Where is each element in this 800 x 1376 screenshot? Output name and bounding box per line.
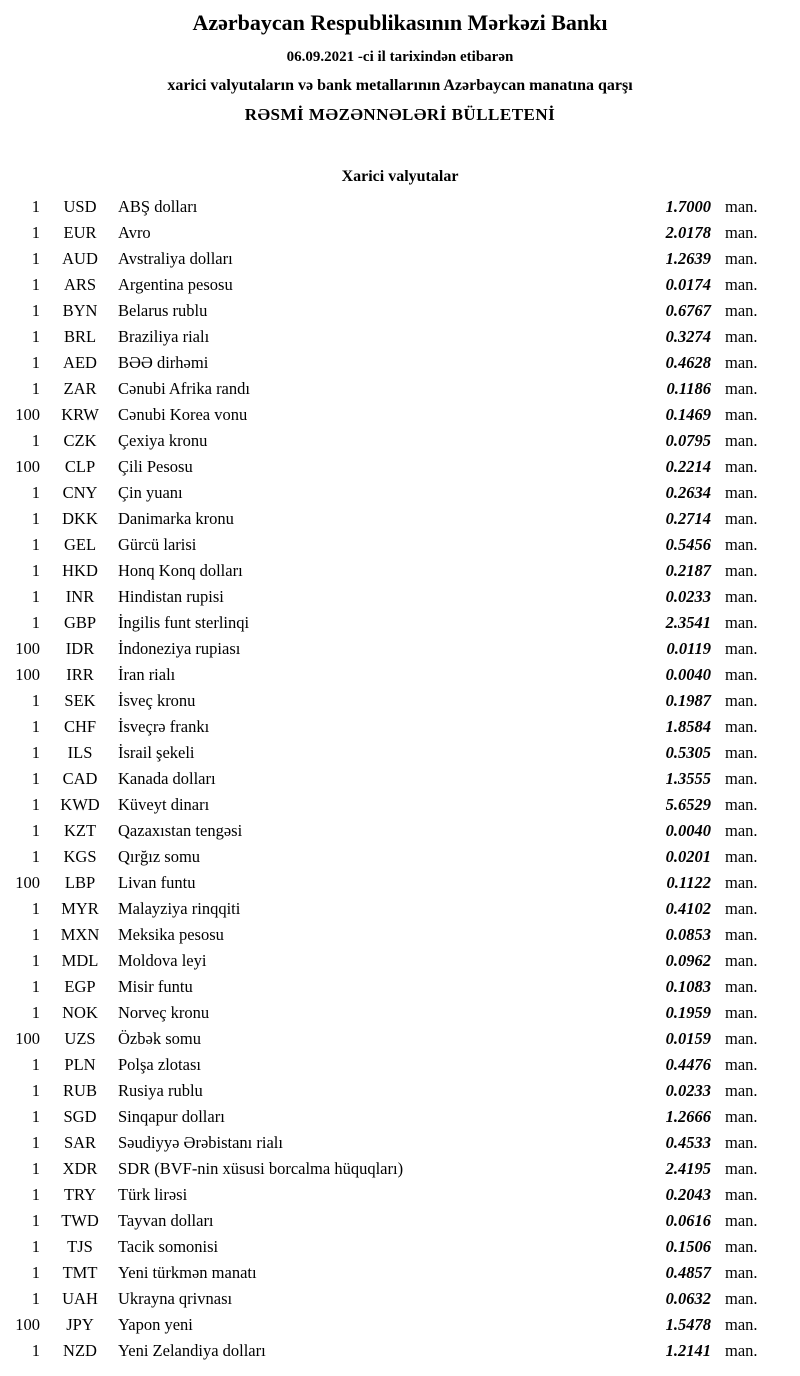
currency-name: Tayvan dolları [118,1211,214,1230]
rate-row [0,402,800,428]
rate-value: 0.2634 [665,483,711,502]
rate-unit: man. [725,743,758,762]
rate-value: 0.1186 [666,379,711,398]
rate-value: 0.4857 [665,1263,711,1282]
rate-quantity: 1 [31,1211,40,1230]
currency-name: Belarus rublu [118,301,208,320]
rate-row [0,766,800,792]
currency-code: DKK [62,509,98,528]
rate-value: 0.4102 [665,899,711,918]
rate-row [0,428,800,454]
rate-unit: man. [725,535,758,554]
currency-code: TWD [61,1211,99,1230]
currency-code: ZAR [63,379,97,398]
rate-value: 0.0159 [665,1029,711,1048]
rate-quantity: 1 [31,223,40,242]
rate-row [0,194,800,220]
currency-name: Qırğız somu [118,847,201,866]
rate-row [0,1260,800,1286]
bank-title: Azərbaycan Respublikasının Mərkəzi Bankı [192,10,608,35]
currency-name: Misir funtu [118,977,193,996]
rate-value: 0.0962 [665,951,711,970]
currency-code: CZK [63,431,97,450]
rate-quantity: 1 [31,1081,40,1100]
rate-row [0,558,800,584]
rate-value: 0.1506 [665,1237,711,1256]
rate-value: 1.8584 [665,717,711,736]
currency-name: Norveç kronu [118,1003,210,1022]
rate-quantity: 1 [31,1289,40,1308]
rate-quantity: 1 [31,483,40,502]
rate-unit: man. [725,1003,758,1022]
currency-code: GEL [63,535,97,554]
rate-quantity: 100 [15,873,40,892]
rate-quantity: 1 [31,301,40,320]
rate-unit: man. [725,1107,758,1126]
rate-quantity: 1 [31,613,40,632]
rate-quantity: 1 [31,587,40,606]
rate-row [0,922,800,948]
rate-value: 0.0040 [665,821,711,840]
rate-row [0,1286,800,1312]
rate-quantity: 1 [31,1107,40,1126]
rate-row [0,1078,800,1104]
rate-value: 0.1959 [665,1003,711,1022]
rate-unit: man. [725,1081,758,1100]
rate-unit: man. [725,509,758,528]
rate-value: 0.0233 [665,1081,711,1100]
rate-value: 0.1122 [666,873,711,892]
rate-quantity: 1 [31,327,40,346]
rate-value: 0.3274 [665,327,711,346]
currency-code: XDR [62,1159,98,1178]
rate-row [0,324,800,350]
rate-value: 1.2639 [665,249,711,268]
rate-quantity: 1 [31,1003,40,1022]
rate-unit: man. [725,613,758,632]
rate-value: 2.4195 [665,1159,711,1178]
rate-quantity: 1 [31,795,40,814]
rate-value: 1.2141 [665,1341,711,1360]
rate-unit: man. [725,1315,758,1334]
rate-unit: man. [725,977,758,996]
rate-quantity: 1 [31,1341,40,1360]
rate-unit: man. [725,1029,758,1048]
rate-value: 0.4533 [665,1133,711,1152]
rate-value: 0.1083 [665,977,711,996]
rate-quantity: 1 [31,977,40,996]
rate-row [0,870,800,896]
rate-value: 0.2043 [665,1185,711,1204]
currency-code: UAH [62,1289,98,1308]
currency-code: ILS [67,743,93,762]
rate-row [0,584,800,610]
currency-name: Çexiya kronu [118,431,208,450]
currency-name: Rusiya rublu [118,1081,203,1100]
rate-row [0,662,800,688]
rate-quantity: 1 [31,561,40,580]
currency-code: IDR [65,639,95,658]
rate-row [0,714,800,740]
rate-quantity: 1 [31,925,40,944]
rate-row [0,1104,800,1130]
rate-row [0,974,800,1000]
rate-row [0,1130,800,1156]
currency-name: Çin yuanı [118,483,183,502]
rate-value: 2.3541 [665,613,711,632]
currency-code: UZS [64,1029,96,1048]
bulletin-subtitle: xarici valyutaların və bank metallarının Azərbaycan manatına qarşı [167,77,633,94]
currency-code: AED [63,353,97,372]
currency-name: Qazaxıstan tengəsi [118,821,243,840]
rate-quantity: 1 [31,847,40,866]
rate-value: 0.0119 [666,639,711,658]
effective-date-line: 06.09.2021 -ci il tarixindən etibarən [286,49,514,65]
rate-unit: man. [725,639,758,658]
rate-unit: man. [725,457,758,476]
rate-quantity: 1 [31,1055,40,1074]
currency-name: Yeni türkmən manatı [118,1263,257,1282]
currency-code: KRW [61,405,99,424]
currency-name: Səudiyyə Ərəbistanı rialı [118,1133,283,1152]
rate-quantity: 1 [31,1159,40,1178]
rate-row [0,298,800,324]
currency-name: Polşa zlotası [118,1055,201,1074]
currency-code: MDL [61,951,99,970]
currency-code: CAD [62,769,98,788]
rate-value: 0.0174 [665,275,711,294]
currency-code: KGS [63,847,97,866]
rate-row [0,844,800,870]
currency-name: İsrail şekeli [118,743,195,762]
currency-code: ARS [63,275,97,294]
currency-code: MXN [60,925,100,944]
rate-unit: man. [725,301,758,320]
rate-row [0,610,800,636]
rate-quantity: 1 [31,197,40,216]
rate-row [0,350,800,376]
rate-unit: man. [725,327,758,346]
currency-code: EUR [63,223,97,242]
rate-row [0,792,800,818]
currency-code: PLN [64,1055,96,1074]
rate-quantity: 1 [31,1133,40,1152]
currency-name: Gürcü larisi [118,535,197,554]
rate-unit: man. [725,561,758,580]
rate-quantity: 100 [15,1029,40,1048]
currency-code: USD [63,197,97,216]
rate-value: 1.2666 [665,1107,711,1126]
section-title-foreign-currencies: Xarici valyutalar [341,168,459,185]
rate-row [0,220,800,246]
rate-quantity: 1 [31,249,40,268]
rate-unit: man. [725,197,758,216]
rate-value: 5.6529 [665,795,711,814]
rate-value: 0.2714 [665,509,711,528]
currency-code: NZD [63,1341,97,1360]
currency-code: LBP [64,873,96,892]
currency-name: İsveçrə frankı [118,717,210,736]
exchange-rates-table [0,194,800,1364]
rate-quantity: 1 [31,379,40,398]
currency-name: Livan funtu [118,873,196,892]
rate-unit: man. [725,899,758,918]
currency-name: Küveyt dinarı [118,795,210,814]
currency-name: Avstraliya dolları [118,249,233,268]
currency-name: Meksika pesosu [118,925,224,944]
rate-row [0,948,800,974]
rate-row [0,818,800,844]
rate-row [0,1000,800,1026]
currency-name: İndoneziya rupiası [118,639,241,658]
currency-name: Yeni Zelandiya dolları [118,1341,266,1360]
rate-row [0,1312,800,1338]
bulletin-title: RƏSMİ MƏZƏNNƏLƏRİ BÜLLETENİ [244,105,556,124]
rate-unit: man. [725,873,758,892]
currency-name: Yapon yeni [118,1315,193,1334]
currency-name: Moldova leyi [118,951,207,970]
rate-value: 0.1987 [665,691,711,710]
currency-code: SEK [64,691,96,710]
currency-code: BYN [62,301,98,320]
rate-unit: man. [725,769,758,788]
currency-code: HKD [62,561,98,580]
rate-quantity: 1 [31,717,40,736]
rate-unit: man. [725,925,758,944]
rate-value: 1.7000 [665,197,711,216]
rate-unit: man. [725,1237,758,1256]
currency-code: CNY [62,483,98,502]
rate-unit: man. [725,1289,758,1308]
currency-code: MYR [61,899,99,918]
rate-unit: man. [725,483,758,502]
rate-value: 0.0233 [665,587,711,606]
rate-quantity: 100 [15,665,40,684]
currency-code: INR [65,587,95,606]
currency-code: JPY [66,1315,94,1334]
currency-code: GBP [63,613,97,632]
currency-code: CHF [63,717,97,736]
rate-unit: man. [725,223,758,242]
currency-name: Kanada dolları [118,769,216,788]
rate-unit: man. [725,353,758,372]
rate-value: 0.0632 [665,1289,711,1308]
rate-unit: man. [725,1159,758,1178]
currency-name: SDR (BVF-nin xüsusi borcalma hüquqları) [118,1159,404,1178]
rate-unit: man. [725,587,758,606]
rate-quantity: 1 [31,769,40,788]
currency-name: Ukrayna qrivnası [118,1289,233,1308]
rate-value: 0.4628 [665,353,711,372]
currency-name: Özbək somu [118,1029,201,1048]
currency-name: ABŞ dolları [118,197,198,216]
currency-code: SGD [63,1107,97,1126]
currency-code: CLP [64,457,96,476]
currency-code: IRR [66,665,94,684]
rate-quantity: 1 [31,431,40,450]
currency-name: Tacik somonisi [118,1237,219,1256]
rate-unit: man. [725,1263,758,1282]
currency-code: KWD [60,795,100,814]
currency-name: Hindistan rupisi [118,587,224,606]
currency-name: Honq Konq dolları [118,561,243,580]
rate-row [0,246,800,272]
rate-value: 1.5478 [665,1315,711,1334]
currency-code: TJS [67,1237,93,1256]
currency-name: Cənubi Afrika randı [118,379,250,398]
rate-unit: man. [725,1185,758,1204]
rate-unit: man. [725,405,758,424]
rate-unit: man. [725,1341,758,1360]
currency-code: EGP [64,977,96,996]
currency-name: İsveç kronu [118,691,196,710]
rate-quantity: 100 [15,457,40,476]
rate-row [0,740,800,766]
rate-value: 0.0853 [665,925,711,944]
rate-unit: man. [725,379,758,398]
currency-code: SAR [63,1133,97,1152]
rate-unit: man. [725,795,758,814]
rate-row [0,480,800,506]
rate-unit: man. [725,431,758,450]
rate-row [0,896,800,922]
rate-quantity: 1 [31,899,40,918]
rate-value: 1.3555 [665,769,711,788]
rate-value: 0.4476 [665,1055,711,1074]
rate-unit: man. [725,717,758,736]
rate-value: 0.6767 [665,301,711,320]
rate-value: 0.2187 [665,561,711,580]
rate-row [0,376,800,402]
rate-unit: man. [725,1133,758,1152]
currency-code: TRY [63,1185,97,1204]
currency-name: Sinqapur dolları [118,1107,225,1126]
rate-unit: man. [725,249,758,268]
rate-row [0,1156,800,1182]
rate-row [0,1208,800,1234]
currency-name: Argentina pesosu [118,275,233,294]
currency-code: NOK [62,1003,98,1022]
rate-quantity: 1 [31,353,40,372]
currency-code: AUD [62,249,98,268]
rate-quantity: 1 [31,1237,40,1256]
rate-quantity: 100 [15,1315,40,1334]
currency-name: Danimarka kronu [118,509,234,528]
rate-unit: man. [725,665,758,684]
rate-unit: man. [725,1211,758,1230]
rate-value: 0.0040 [665,665,711,684]
rate-quantity: 100 [15,405,40,424]
rate-quantity: 1 [31,1185,40,1204]
rate-unit: man. [725,951,758,970]
currency-name: Braziliya rialı [118,327,210,346]
currency-code: RUB [63,1081,97,1100]
rate-quantity: 100 [15,639,40,658]
rate-quantity: 1 [31,535,40,554]
rate-value: 0.0201 [665,847,711,866]
rate-row [0,1234,800,1260]
rate-row [0,506,800,532]
rate-unit: man. [725,1055,758,1074]
currency-code: BRL [63,327,97,346]
rate-value: 0.0616 [665,1211,711,1230]
rate-unit: man. [725,275,758,294]
rate-row [0,1052,800,1078]
currency-name: Çili Pesosu [118,457,193,476]
rate-value: 0.5305 [665,743,711,762]
currency-name: Malayziya rinqqiti [118,899,241,918]
rate-unit: man. [725,847,758,866]
currency-code: KZT [63,821,97,840]
currency-name: BƏƏ dirhəmi [118,353,209,372]
rate-unit: man. [725,821,758,840]
currency-name: Türk lirəsi [118,1185,188,1204]
rate-row [0,1182,800,1208]
rate-row [0,1338,800,1364]
rate-row [0,688,800,714]
rate-row [0,272,800,298]
rate-value: 0.2214 [665,457,711,476]
rate-value: 0.0795 [665,431,711,450]
rate-quantity: 1 [31,951,40,970]
rate-unit: man. [725,691,758,710]
currency-name: İran rialı [118,665,176,684]
rate-row [0,454,800,480]
rate-quantity: 1 [31,691,40,710]
rate-quantity: 1 [31,743,40,762]
rate-value: 0.1469 [665,405,711,424]
rate-quantity: 1 [31,275,40,294]
rate-quantity: 1 [31,1263,40,1282]
rate-quantity: 1 [31,821,40,840]
rate-row [0,1026,800,1052]
rate-value: 0.5456 [665,535,711,554]
bulletin-header [0,10,800,126]
rate-row [0,636,800,662]
currency-name: Cənubi Korea vonu [118,405,248,424]
currency-name: İngilis funt sterlinqi [118,613,250,632]
rate-value: 2.0178 [665,223,711,242]
rate-row [0,532,800,558]
rate-quantity: 1 [31,509,40,528]
currency-code: TMT [62,1263,98,1282]
currency-name: Avro [118,223,151,242]
